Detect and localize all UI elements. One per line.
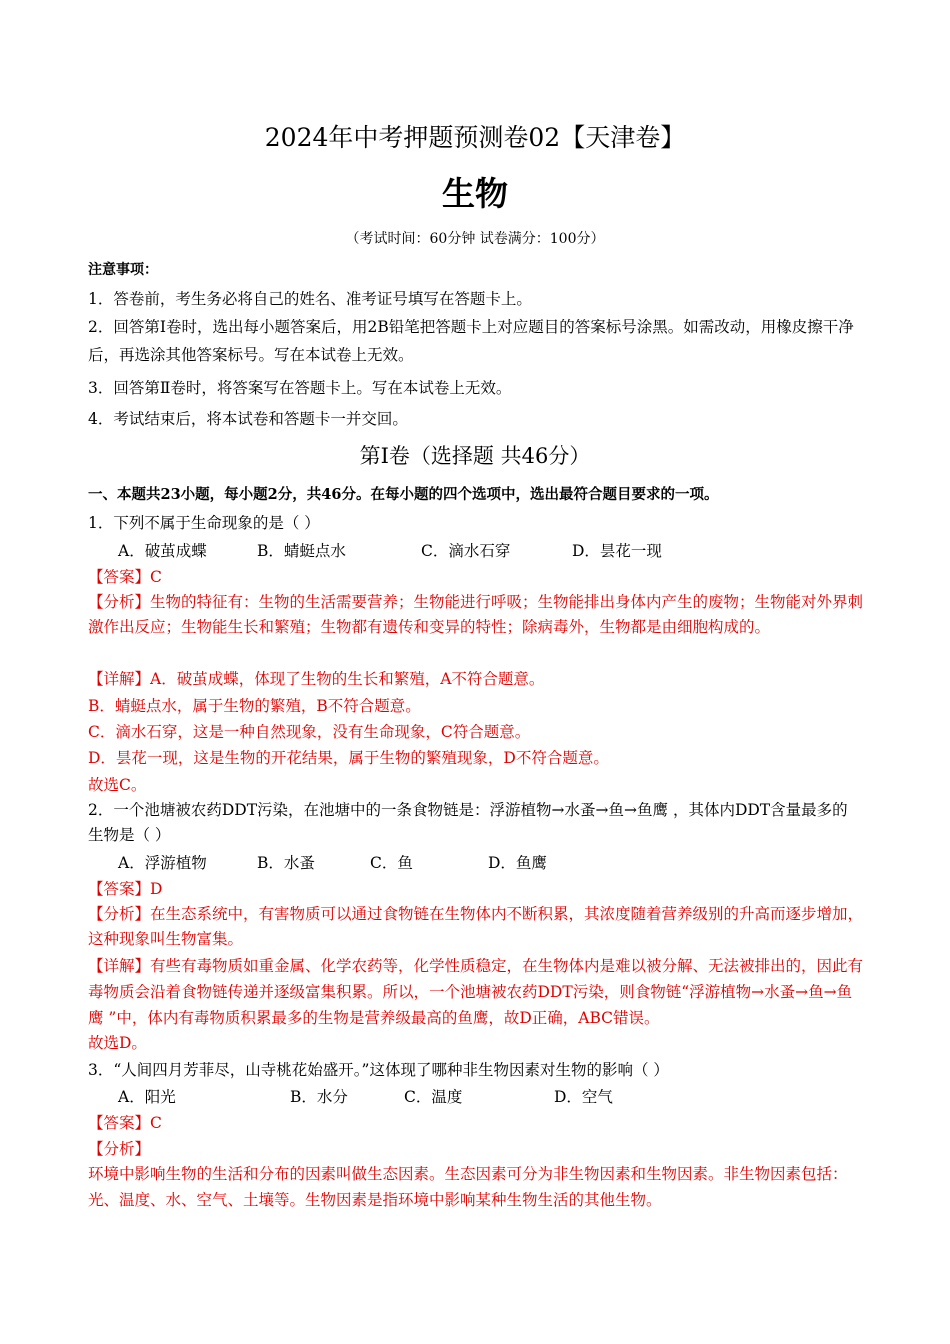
note-item-1: 1．答卷前，考生务必将自己的姓名、准考证号填写在答题卡上。 [88, 290, 532, 308]
question-1-option-b: B．蜻蜓点水 [257, 542, 346, 560]
question-2-option-c: C．鱼 [370, 854, 413, 872]
page-title: 2024年中考押题预测卷02【天津卷】 [264, 123, 686, 152]
question-2-option-b: B．水蚤 [257, 854, 315, 872]
question-1-detail-2: B．蜻蜓点水，属于生物的繁殖，B不符合题意。 [88, 697, 421, 715]
question-3-analysis-text: 环境中影响生物的生活和分布的因素叫做生态因素。生态因素可分为非生物因素和生物因素。非生物因素包括：光、温度、水、空气、土壤等。生物因素是指环境中影响某种生物生活的其他生物。 [88, 1165, 848, 1209]
note-item-4: 4．考试结束后，将本试卷和答题卡一并交回。 [88, 410, 408, 428]
question-1-detail-3: C．滴水石穿，这是一种自然现象，没有生命现象，C符合题意。 [88, 723, 531, 741]
note-item-2: 2．回答第Ⅰ卷时，选出每小题答案后，用2B铅笔把答题卡上对应题目的答案标号涂黑。如需改动，用橡皮擦干净后，再选涂其他答案标号。写在本试卷上无效。 [88, 318, 854, 364]
question-3-analysis-label: 【分析】 [88, 1140, 151, 1158]
question-2-conclusion: 故选D。 [88, 1034, 147, 1052]
question-1-conclusion: 故选C。 [88, 776, 147, 794]
question-2-option-a: A．浮游植物 [118, 854, 207, 872]
exam-info: （考试时间：60分钟 试卷满分：100分） [345, 231, 605, 247]
question-1-analysis: 【分析】生物的特征有：生物的生活需要营养；生物能进行呼吸；生物能排出身体内产生的废物；生物能对外界刺激作出反应；生物能生长和繁殖；生物都有遗传和变异的特性；除病毒外，生物都是由细胞构成的。 [88, 593, 864, 636]
question-3-stem: 3．“人间四月芳菲尽，山寺桃花始盛开。”这体现了哪种非生物因素对生物的影响（ ） [88, 1061, 669, 1079]
question-1-answer: 【答案】C [88, 568, 162, 586]
question-3-option-b: B．水分 [290, 1088, 348, 1106]
note-item-3: 3．回答第Ⅱ卷时，将答案写在答题卡上。写在本试卷上无效。 [88, 379, 512, 397]
question-2-stem: 2．一个池塘被农药DDT污染，在池塘中的一条食物链是：浮游植物→水蚤→鱼→鱼鹰 ，其体内DDT含量最多的生物是（ ） [88, 801, 848, 844]
question-1-option-a: A．破茧成蝶 [118, 542, 207, 560]
question-1-option-d: D．昙花一现 [572, 542, 662, 560]
question-1-detail-1: 【详解】A．破茧成蝶，体现了生物的生长和繁殖，A不符合题意。 [88, 670, 545, 688]
question-3-option-c: C．温度 [404, 1088, 463, 1106]
question-1-detail-4: D．昙花一现，这是生物的开花结果，属于生物的繁殖现象，D不符合题意。 [88, 749, 609, 767]
question-1-option-c: C．滴水石穿 [421, 542, 511, 560]
notes-heading: 注意事项： [88, 262, 158, 278]
subject-title: 生物 [442, 174, 508, 213]
question-3-option-a: A．阳光 [118, 1088, 176, 1106]
question-2-option-d: D．鱼鹰 [488, 854, 547, 872]
question-2-analysis: 【分析】在生态系统中，有害物质可以通过食物链在生物体内不断积累，其浓度随着营养级别的升高而逐步增加，这种现象叫生物富集。 [88, 905, 864, 948]
question-3-answer: 【答案】C [88, 1114, 162, 1132]
section-title: 第Ⅰ卷（选择题 共46分） [359, 444, 591, 468]
question-1-stem: 1．下列不属于生命现象的是（ ） [88, 514, 320, 532]
question-2-detail: 【详解】有些有毒物质如重金属、化学农药等，化学性质稳定，在生物体内是难以被分解、无法被排出的，因此有毒物质会沿着食物链传递并逐级富集积累。所以，一个池塘被农药DDT污染，则食物链“浮游植物→水蚤→鱼→鱼鹰 ”中，体内有毒物质积累最多的生物是营养级最高的鱼鹰，故D正确，ABC错误。 [88, 957, 864, 1027]
question-3-option-d: D．空气 [554, 1088, 613, 1106]
section-instruction: 一、本题共23小题，每小题2分，共46分。在每小题的四个选项中，选出最符合题目要求的一项。 [88, 486, 719, 503]
question-2-answer: 【答案】D [88, 880, 163, 898]
